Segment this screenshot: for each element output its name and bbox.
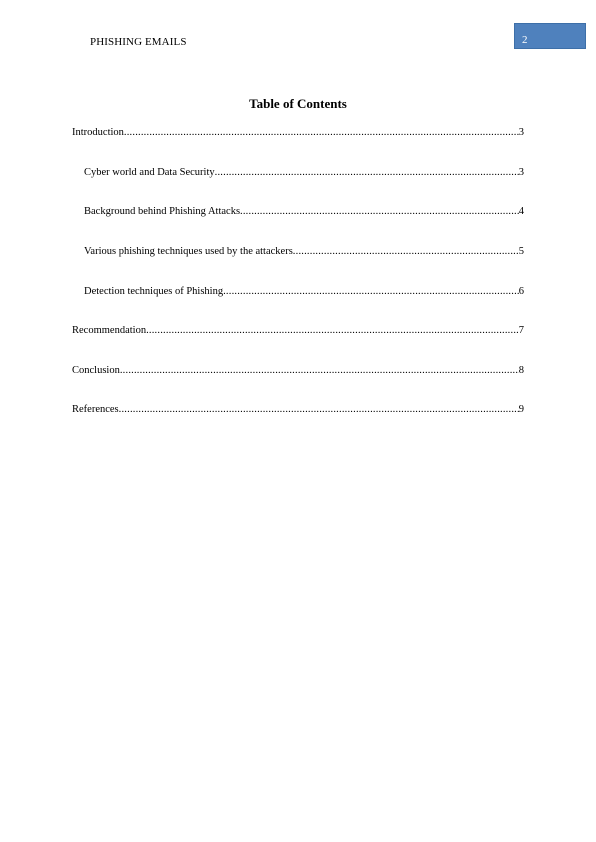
- toc-entry-page: 9: [518, 404, 524, 415]
- running-head: PHISHING EMAILS: [90, 36, 187, 48]
- toc-entry-page: 7: [518, 325, 524, 336]
- toc-entry-label: Introduction: [72, 127, 124, 138]
- toc-entry-label: Various phishing techniques used by the attackers: [84, 246, 293, 257]
- page-number: 2: [522, 34, 528, 46]
- toc-entry-label: Conclusion: [72, 365, 120, 376]
- toc-entry-cyber-world[interactable]: [84, 166, 524, 180]
- toc-entry-page: 3: [518, 167, 524, 178]
- toc-entry-label: Cyber world and Data Security: [84, 167, 215, 178]
- toc-dot-leader: [223, 285, 519, 299]
- toc-entry-detection[interactable]: [84, 285, 524, 299]
- toc-dot-leader: [293, 245, 519, 259]
- toc-entry-label: References: [72, 404, 119, 415]
- toc-entry-page: 6: [518, 286, 524, 297]
- toc-entry-references[interactable]: [72, 403, 524, 417]
- toc-dot-leader: [124, 126, 519, 140]
- toc-dot-leader: [240, 205, 519, 219]
- toc-entry-label: Recommendation: [72, 325, 147, 336]
- toc-entry-techniques[interactable]: [84, 245, 524, 259]
- toc-dot-leader: [215, 166, 519, 180]
- toc-entry-label: Detection techniques of Phishing: [84, 286, 224, 297]
- toc-title: Table of Contents: [249, 96, 347, 111]
- toc-entry-page: 8: [518, 365, 524, 376]
- toc-entry-page: 3: [518, 127, 524, 138]
- toc-entry-recommendation[interactable]: [72, 324, 524, 338]
- page-number-box: [514, 23, 586, 49]
- toc-entry-page: 4: [518, 206, 524, 217]
- toc-entry-label: Background behind Phishing Attacks: [84, 206, 241, 217]
- toc-dot-leader: [119, 403, 519, 417]
- toc-entry-background[interactable]: [84, 205, 524, 219]
- toc-dot-leader: [120, 364, 519, 378]
- toc-entry-introduction[interactable]: [72, 126, 524, 140]
- toc-entry-page: 5: [518, 246, 524, 257]
- toc-entry-conclusion[interactable]: [72, 364, 524, 378]
- toc-dot-leader: [146, 324, 519, 338]
